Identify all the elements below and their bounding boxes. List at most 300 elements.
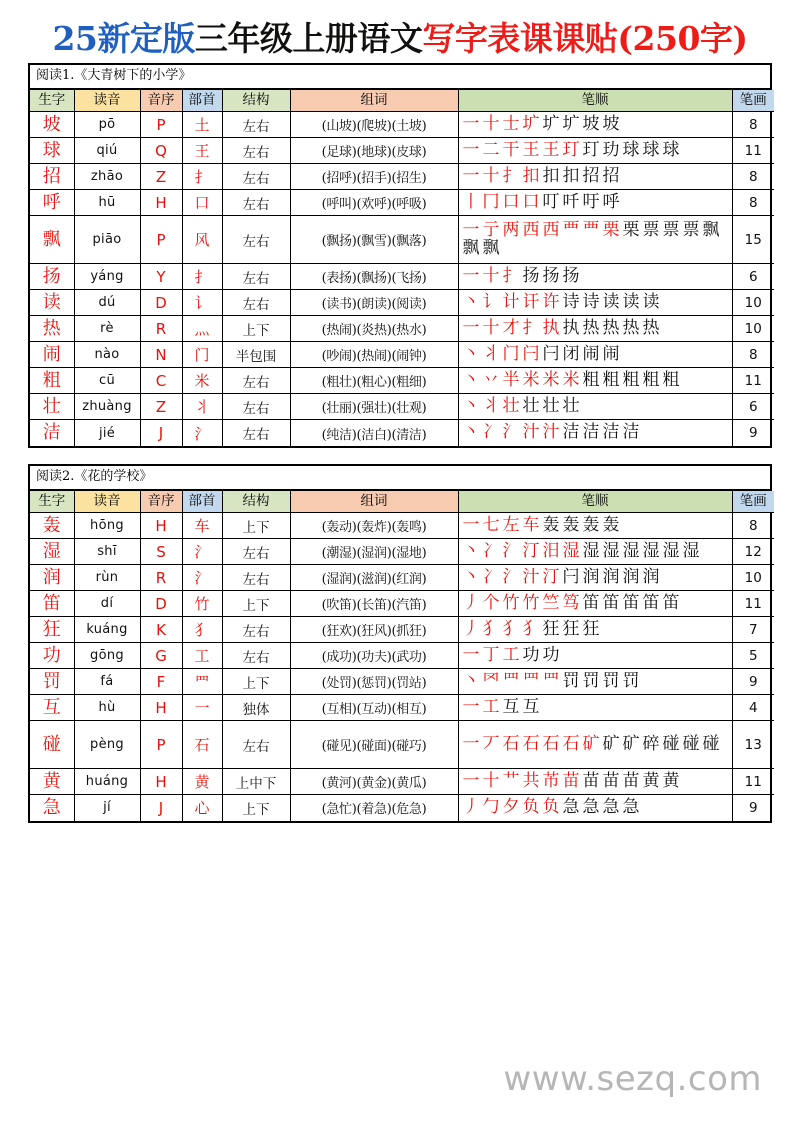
character-cell: 读 bbox=[30, 290, 74, 316]
stroke-step: 十 bbox=[482, 317, 500, 338]
stroke-step: 丷 bbox=[482, 369, 500, 390]
stroke-step: 一 bbox=[462, 696, 480, 717]
stroke-step: 扣 bbox=[542, 165, 560, 186]
stroke-step: 丬 bbox=[482, 395, 500, 416]
stroke-order-cell bbox=[458, 565, 732, 591]
stroke-step: 栗 bbox=[602, 219, 620, 240]
stroke-step: 一 bbox=[462, 770, 480, 791]
stroke-step: 丶 bbox=[462, 291, 480, 312]
stroke-step: 西 bbox=[542, 219, 560, 240]
words-cell: (呼叫)(欢呼)(呼吸) bbox=[290, 190, 458, 216]
character-cell: 轰 bbox=[30, 513, 74, 539]
column-header-stroke-order: 笔顺 bbox=[458, 90, 732, 112]
structure-cell: 左右 bbox=[222, 565, 290, 591]
title-part-red: 写字表课课贴(250字) bbox=[422, 19, 748, 58]
stroke-order-cell bbox=[458, 669, 732, 695]
initial-cell: R bbox=[140, 565, 182, 591]
pinyin-cell: yáng bbox=[74, 264, 140, 290]
radical-cell: 工 bbox=[182, 643, 222, 669]
stroke-step: 竹 bbox=[502, 592, 520, 613]
stroke-step: 罚 bbox=[602, 670, 620, 691]
stroke-step: 栗 bbox=[622, 219, 640, 240]
radical-cell: 罒 bbox=[182, 669, 222, 695]
pinyin-cell: pō bbox=[74, 112, 140, 138]
stroke-step: 壮 bbox=[542, 395, 560, 416]
stroke-step: 竺 bbox=[542, 592, 560, 613]
table-row bbox=[30, 216, 774, 264]
stroke-step: 扬 bbox=[562, 265, 580, 286]
stroke-step: 急 bbox=[562, 796, 580, 817]
stroke-step: 扌 bbox=[522, 317, 540, 338]
structure-cell: 左右 bbox=[222, 368, 290, 394]
stroke-step: 执 bbox=[562, 317, 580, 338]
initial-cell: P bbox=[140, 112, 182, 138]
column-header-words: 组词 bbox=[290, 491, 458, 513]
stroke-step: 狂 bbox=[582, 618, 600, 639]
stroke-step: 飘 bbox=[702, 219, 720, 240]
stroke-step: 执 bbox=[542, 317, 560, 338]
radical-cell: 黄 bbox=[182, 769, 222, 795]
stroke-step: 亍 bbox=[482, 219, 500, 240]
radical-cell: 扌 bbox=[182, 164, 222, 190]
stroke-step: 碰 bbox=[662, 733, 680, 754]
stroke-step: 矿 bbox=[622, 733, 640, 754]
structure-cell: 左右 bbox=[222, 394, 290, 420]
stroke-step: 湿 bbox=[622, 540, 640, 561]
column-header-initial: 音序 bbox=[140, 90, 182, 112]
stroke-step: 壮 bbox=[562, 395, 580, 416]
radical-cell: 扌 bbox=[182, 264, 222, 290]
stroke-step: 冫 bbox=[482, 540, 500, 561]
initial-cell: J bbox=[140, 795, 182, 821]
words-cell: (足球)(地球)(皮球) bbox=[290, 138, 458, 164]
stroke-count-cell: 11 bbox=[732, 591, 774, 617]
column-header-stroke-count: 笔画 bbox=[732, 491, 774, 513]
table-row bbox=[30, 795, 774, 821]
stroke-step: 汨 bbox=[542, 540, 560, 561]
lesson-caption: 阅读1.《大青树下的小学》 bbox=[30, 65, 770, 90]
character-cell: 粗 bbox=[30, 368, 74, 394]
column-header-words: 组词 bbox=[290, 90, 458, 112]
stroke-step: 艹 bbox=[502, 770, 520, 791]
initial-cell: P bbox=[140, 216, 182, 264]
stroke-step: 计 bbox=[502, 291, 520, 312]
stroke-step: 氵 bbox=[502, 566, 520, 587]
stroke-step: 一 bbox=[462, 113, 480, 134]
pinyin-cell: cū bbox=[74, 368, 140, 394]
stroke-step: 洁 bbox=[622, 422, 640, 443]
initial-cell: Q bbox=[140, 138, 182, 164]
stroke-step: 士 bbox=[502, 113, 520, 134]
stroke-step: 汁 bbox=[522, 566, 540, 587]
stroke-order-cell bbox=[458, 617, 732, 643]
stroke-step: 笛 bbox=[662, 592, 680, 613]
stroke-step: 罒 bbox=[522, 670, 540, 691]
stroke-step: 矿 bbox=[582, 733, 600, 754]
stroke-step: 润 bbox=[622, 566, 640, 587]
stroke-step: 工 bbox=[482, 696, 500, 717]
stroke-step: 玎 bbox=[582, 139, 600, 160]
radical-cell: 土 bbox=[182, 112, 222, 138]
stroke-step: 碰 bbox=[682, 733, 700, 754]
character-cell: 润 bbox=[30, 565, 74, 591]
pinyin-cell: zhāo bbox=[74, 164, 140, 190]
stroke-step: 急 bbox=[602, 796, 620, 817]
radical-cell: 门 bbox=[182, 342, 222, 368]
radical-cell: 丬 bbox=[182, 394, 222, 420]
stroke-step: 互 bbox=[522, 696, 540, 717]
stroke-step: 丶 bbox=[462, 395, 480, 416]
words-cell: (湿润)(滋润)(红润) bbox=[290, 565, 458, 591]
stroke-step: 罒 bbox=[542, 670, 560, 691]
stroke-step: 扌 bbox=[502, 265, 520, 286]
initial-cell: D bbox=[140, 290, 182, 316]
stroke-step: 湿 bbox=[602, 540, 620, 561]
words-cell: (粗壮)(粗心)(粗细) bbox=[290, 368, 458, 394]
words-cell: (成功)(功夫)(武功) bbox=[290, 643, 458, 669]
character-cell: 狂 bbox=[30, 617, 74, 643]
stroke-step: 吁 bbox=[582, 191, 600, 212]
stroke-order-cell bbox=[458, 513, 732, 539]
pinyin-cell: qiú bbox=[74, 138, 140, 164]
stroke-order-cell bbox=[458, 164, 732, 190]
stroke-step: 丶 bbox=[462, 369, 480, 390]
stroke-step: 丶 bbox=[462, 670, 480, 691]
stroke-step: 飘 bbox=[462, 237, 480, 258]
page-title bbox=[28, 0, 772, 63]
stroke-step: 粗 bbox=[662, 369, 680, 390]
stroke-step: 犭 bbox=[502, 618, 520, 639]
pinyin-cell: shī bbox=[74, 539, 140, 565]
words-cell: (纯洁)(洁白)(清洁) bbox=[290, 420, 458, 446]
title-part-black: 三年级上册语文 bbox=[194, 19, 423, 58]
stroke-order-cell bbox=[458, 342, 732, 368]
stroke-step: 坡 bbox=[602, 113, 620, 134]
structure-cell: 左右 bbox=[222, 617, 290, 643]
stroke-step: 叮 bbox=[542, 191, 560, 212]
stroke-step: 湿 bbox=[682, 540, 700, 561]
pinyin-cell: hōng bbox=[74, 513, 140, 539]
stroke-step: 诗 bbox=[582, 291, 600, 312]
initial-cell: J bbox=[140, 420, 182, 446]
stroke-step: 一 bbox=[462, 733, 480, 754]
initial-cell: Z bbox=[140, 394, 182, 420]
stroke-step: 润 bbox=[602, 566, 620, 587]
stroke-step: 粗 bbox=[642, 369, 660, 390]
stroke-step: 共 bbox=[522, 770, 540, 791]
words-cell: (吹笛)(长笛)(汽笛) bbox=[290, 591, 458, 617]
table-row bbox=[30, 669, 774, 695]
stroke-step: 车 bbox=[522, 514, 540, 535]
stroke-step: 半 bbox=[502, 369, 520, 390]
stroke-step: 丶 bbox=[462, 343, 480, 364]
stroke-step: 润 bbox=[642, 566, 660, 587]
pinyin-cell: hù bbox=[74, 695, 140, 721]
pinyin-cell: dí bbox=[74, 591, 140, 617]
tables-container bbox=[28, 63, 772, 823]
stroke-step: 招 bbox=[582, 165, 600, 186]
stroke-step: 罚 bbox=[622, 670, 640, 691]
initial-cell: Y bbox=[140, 264, 182, 290]
stroke-step: 票 bbox=[662, 219, 680, 240]
stroke-step: 十 bbox=[482, 165, 500, 186]
lesson-table bbox=[28, 63, 772, 448]
structure-cell: 左右 bbox=[222, 112, 290, 138]
words-cell: (读书)(朗读)(阅读) bbox=[290, 290, 458, 316]
words-cell: (潮湿)(湿润)(湿地) bbox=[290, 539, 458, 565]
stroke-count-cell: 15 bbox=[732, 216, 774, 264]
structure-cell: 半包围 bbox=[222, 342, 290, 368]
words-cell: (热闹)(炎热)(热水) bbox=[290, 316, 458, 342]
stroke-step: 米 bbox=[522, 369, 540, 390]
stroke-step: 夕 bbox=[502, 796, 520, 817]
character-cell: 呼 bbox=[30, 190, 74, 216]
table-row bbox=[30, 342, 774, 368]
column-header-character: 生字 bbox=[30, 491, 74, 513]
stroke-step: 壮 bbox=[522, 395, 540, 416]
column-header-pronunciation: 读音 bbox=[74, 491, 140, 513]
table-row bbox=[30, 617, 774, 643]
stroke-count-cell: 7 bbox=[732, 617, 774, 643]
character-cell: 湿 bbox=[30, 539, 74, 565]
radical-cell: 心 bbox=[182, 795, 222, 821]
stroke-step: 汁 bbox=[542, 422, 560, 443]
stroke-step: 湿 bbox=[662, 540, 680, 561]
table-row bbox=[30, 316, 774, 342]
stroke-count-cell: 8 bbox=[732, 190, 774, 216]
stroke-order-cell bbox=[458, 216, 732, 264]
structure-cell: 左右 bbox=[222, 721, 290, 769]
radical-cell: 氵 bbox=[182, 565, 222, 591]
table-row bbox=[30, 513, 774, 539]
stroke-step: 门 bbox=[502, 343, 520, 364]
character-cell: 笛 bbox=[30, 591, 74, 617]
stroke-step: 丶 bbox=[462, 540, 480, 561]
stroke-step: 丆 bbox=[482, 733, 500, 754]
stroke-step: 碰 bbox=[702, 733, 720, 754]
stroke-count-cell: 8 bbox=[732, 342, 774, 368]
stroke-step: 笛 bbox=[642, 592, 660, 613]
words-cell: (壮丽)(强壮)(壮观) bbox=[290, 394, 458, 420]
column-header-pronunciation: 读音 bbox=[74, 90, 140, 112]
stroke-step: 笃 bbox=[562, 592, 580, 613]
stroke-step: 覀 bbox=[582, 219, 600, 240]
initial-cell: P bbox=[140, 721, 182, 769]
character-cell: 坡 bbox=[30, 112, 74, 138]
stroke-order-cell bbox=[458, 643, 732, 669]
stroke-step: 黄 bbox=[642, 770, 660, 791]
stroke-count-cell: 9 bbox=[732, 669, 774, 695]
stroke-count-cell: 9 bbox=[732, 795, 774, 821]
stroke-step: 轰 bbox=[602, 514, 620, 535]
words-cell: (狂欢)(狂风)(抓狂) bbox=[290, 617, 458, 643]
stroke-step: 苗 bbox=[622, 770, 640, 791]
initial-cell: S bbox=[140, 539, 182, 565]
stroke-step: 干 bbox=[502, 139, 520, 160]
stroke-step: 湿 bbox=[642, 540, 660, 561]
stroke-step: 扣 bbox=[562, 165, 580, 186]
initial-cell: G bbox=[140, 643, 182, 669]
column-header-stroke-order: 笔顺 bbox=[458, 491, 732, 513]
character-cell: 壮 bbox=[30, 394, 74, 420]
table-row bbox=[30, 721, 774, 769]
stroke-step: 丿 bbox=[462, 796, 480, 817]
stroke-step: 轰 bbox=[542, 514, 560, 535]
title-part-blue: 25新定版 bbox=[52, 19, 195, 58]
character-cell: 碰 bbox=[30, 721, 74, 769]
stroke-step: 负 bbox=[542, 796, 560, 817]
stroke-step: 丿 bbox=[462, 618, 480, 639]
words-cell: (黄河)(黄金)(黄瓜) bbox=[290, 769, 458, 795]
radical-cell: 车 bbox=[182, 513, 222, 539]
stroke-step: 汀 bbox=[522, 540, 540, 561]
stroke-step: 勹 bbox=[482, 796, 500, 817]
stroke-step: 丁 bbox=[482, 644, 500, 665]
stroke-step: 圹 bbox=[542, 113, 560, 134]
stroke-step: 球 bbox=[662, 139, 680, 160]
column-header-structure: 结构 bbox=[222, 90, 290, 112]
column-header-initial: 音序 bbox=[140, 491, 182, 513]
stroke-step: 丶 bbox=[462, 422, 480, 443]
pinyin-cell: zhuàng bbox=[74, 394, 140, 420]
words-cell: (表扬)(飘扬)(飞扬) bbox=[290, 264, 458, 290]
column-header-structure: 结构 bbox=[222, 491, 290, 513]
pinyin-cell: kuáng bbox=[74, 617, 140, 643]
lesson-caption: 阅读2.《花的学校》 bbox=[30, 466, 770, 491]
table-row bbox=[30, 112, 774, 138]
stroke-count-cell: 12 bbox=[732, 539, 774, 565]
stroke-step: 一 bbox=[462, 514, 480, 535]
stroke-step: 七 bbox=[482, 514, 500, 535]
stroke-count-cell: 11 bbox=[732, 368, 774, 394]
stroke-step: 苗 bbox=[602, 770, 620, 791]
stroke-step: 粗 bbox=[582, 369, 600, 390]
stroke-step: 洁 bbox=[582, 422, 600, 443]
stroke-step: 丨 bbox=[462, 191, 480, 212]
stroke-order-cell bbox=[458, 368, 732, 394]
stroke-step: 一 bbox=[462, 139, 480, 160]
radical-cell: 氵 bbox=[182, 539, 222, 565]
stroke-step: 讠 bbox=[482, 291, 500, 312]
stroke-step: 闩 bbox=[522, 343, 540, 364]
watermark: www.sezq.com bbox=[503, 1059, 762, 1099]
table-row bbox=[30, 565, 774, 591]
stroke-order-cell bbox=[458, 290, 732, 316]
stroke-step: 汀 bbox=[542, 566, 560, 587]
pinyin-cell: rùn bbox=[74, 565, 140, 591]
stroke-order-cell bbox=[458, 190, 732, 216]
table-row bbox=[30, 420, 774, 446]
radical-cell: 氵 bbox=[182, 420, 222, 446]
stroke-order-cell bbox=[458, 695, 732, 721]
column-header-character: 生字 bbox=[30, 90, 74, 112]
structure-cell: 左右 bbox=[222, 643, 290, 669]
stroke-step: 犭 bbox=[522, 618, 540, 639]
stroke-step: 碎 bbox=[642, 733, 660, 754]
pinyin-cell: hū bbox=[74, 190, 140, 216]
stroke-step: 十 bbox=[482, 265, 500, 286]
table-row bbox=[30, 769, 774, 795]
stroke-step: 罚 bbox=[582, 670, 600, 691]
character-cell: 急 bbox=[30, 795, 74, 821]
character-cell: 飘 bbox=[30, 216, 74, 264]
initial-cell: N bbox=[140, 342, 182, 368]
words-cell: (轰动)(轰炸)(轰鸣) bbox=[290, 513, 458, 539]
stroke-step: 湿 bbox=[582, 540, 600, 561]
structure-cell: 左右 bbox=[222, 290, 290, 316]
stroke-step: 罓 bbox=[482, 670, 500, 691]
stroke-count-cell: 9 bbox=[732, 420, 774, 446]
structure-cell: 上下 bbox=[222, 591, 290, 617]
stroke-step: 热 bbox=[602, 317, 620, 338]
stroke-step: 扬 bbox=[542, 265, 560, 286]
stroke-step: 一 bbox=[462, 317, 480, 338]
character-cell: 罚 bbox=[30, 669, 74, 695]
initial-cell: H bbox=[140, 769, 182, 795]
stroke-step: 功 bbox=[542, 644, 560, 665]
stroke-step: 闩 bbox=[542, 343, 560, 364]
stroke-step: 扌 bbox=[502, 165, 520, 186]
stroke-step: 粗 bbox=[622, 369, 640, 390]
stroke-step: 二 bbox=[482, 139, 500, 160]
stroke-step: 呼 bbox=[602, 191, 620, 212]
stroke-step: 闭 bbox=[562, 343, 580, 364]
table-row bbox=[30, 539, 774, 565]
pinyin-cell: rè bbox=[74, 316, 140, 342]
stroke-step: 罚 bbox=[562, 670, 580, 691]
initial-cell: Z bbox=[140, 164, 182, 190]
stroke-step: 王 bbox=[522, 139, 540, 160]
stroke-order-cell bbox=[458, 138, 732, 164]
stroke-order-cell bbox=[458, 539, 732, 565]
initial-cell: K bbox=[140, 617, 182, 643]
stroke-step: 罒 bbox=[502, 670, 520, 691]
character-cell: 球 bbox=[30, 138, 74, 164]
column-header-stroke-count: 笔画 bbox=[732, 90, 774, 112]
stroke-step: 圹 bbox=[562, 113, 580, 134]
stroke-step: 王 bbox=[542, 139, 560, 160]
table-row bbox=[30, 394, 774, 420]
initial-cell: H bbox=[140, 190, 182, 216]
character-grid bbox=[30, 491, 774, 821]
table-row bbox=[30, 591, 774, 617]
stroke-step: 闹 bbox=[602, 343, 620, 364]
stroke-count-cell: 6 bbox=[732, 394, 774, 420]
character-cell: 扬 bbox=[30, 264, 74, 290]
table-row bbox=[30, 190, 774, 216]
character-cell: 功 bbox=[30, 643, 74, 669]
stroke-step: 热 bbox=[642, 317, 660, 338]
words-cell: (吵闹)(热闹)(闹钟) bbox=[290, 342, 458, 368]
structure-cell: 上下 bbox=[222, 513, 290, 539]
stroke-step: 竹 bbox=[522, 592, 540, 613]
stroke-step: 笛 bbox=[602, 592, 620, 613]
radical-cell: 竹 bbox=[182, 591, 222, 617]
initial-cell: C bbox=[140, 368, 182, 394]
stroke-step: 许 bbox=[542, 291, 560, 312]
stroke-step: 轰 bbox=[562, 514, 580, 535]
stroke-count-cell: 8 bbox=[732, 164, 774, 190]
pinyin-cell: huáng bbox=[74, 769, 140, 795]
words-cell: (互相)(互动)(相互) bbox=[290, 695, 458, 721]
table-row bbox=[30, 643, 774, 669]
stroke-step: 氵 bbox=[502, 540, 520, 561]
pinyin-cell: jí bbox=[74, 795, 140, 821]
stroke-step: 洁 bbox=[602, 422, 620, 443]
stroke-order-cell bbox=[458, 795, 732, 821]
stroke-step: 票 bbox=[682, 219, 700, 240]
stroke-step: 两 bbox=[502, 219, 520, 240]
